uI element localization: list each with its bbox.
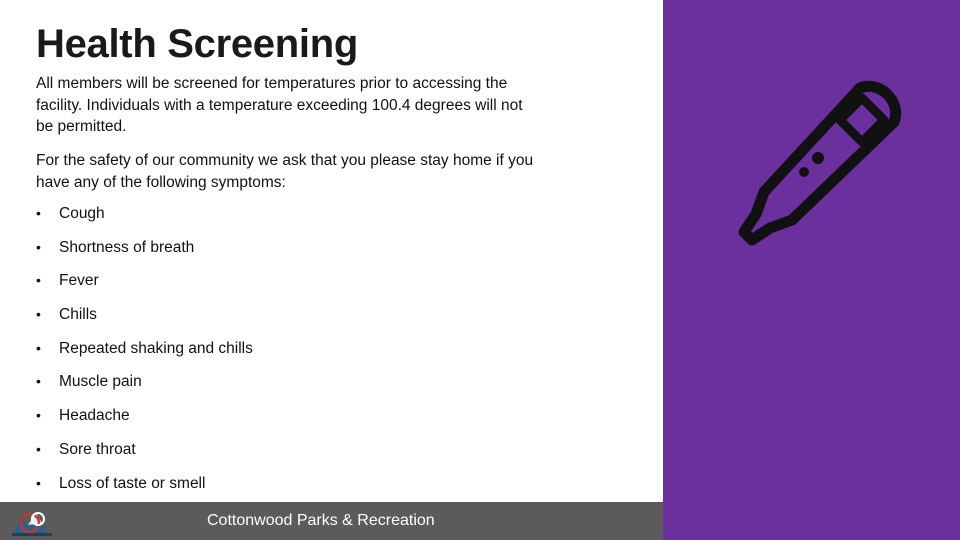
footer-bar (0, 502, 663, 540)
list-item (36, 441, 253, 475)
symptom-label: Muscle pain (59, 373, 142, 391)
symptom-label: Loss of taste or smell (59, 474, 206, 492)
bullet-icon: • (36, 238, 41, 255)
footer-text: Cottonwood Parks & Recreation (207, 512, 435, 529)
bullet-icon: • (36, 440, 41, 457)
symptom-label: Headache (59, 407, 130, 425)
thermometer-icon (730, 70, 910, 250)
bullet-icon: • (36, 474, 41, 491)
safety-paragraph: For the safety of our community we ask that you please stay home if you have any of the following symptoms: (36, 152, 534, 191)
list-item (36, 205, 253, 239)
list-item (36, 239, 253, 273)
list-item (36, 407, 253, 441)
symptom-label: Repeated shaking and chills (59, 339, 253, 357)
bullet-icon: • (36, 373, 41, 390)
bullet-icon: • (36, 339, 41, 356)
list-item (36, 272, 253, 306)
symptom-label: Sore throat (59, 440, 136, 458)
bullet-icon: • (36, 272, 41, 289)
symptom-label: Chills (59, 306, 97, 324)
symptom-label: Fever (59, 272, 99, 290)
symptom-label: Cough (59, 205, 105, 222)
list-item (36, 340, 253, 374)
page-title: Health Screening (36, 22, 358, 66)
list-item (36, 373, 253, 407)
list-item (36, 306, 253, 340)
logo-icon (8, 505, 56, 538)
bullet-icon: • (36, 306, 41, 323)
bullet-icon: • (36, 407, 41, 424)
symptom-label: Shortness of breath (59, 238, 195, 256)
screening-paragraph: All members will be screened for temperatures prior to accessing the facility. Individuals with a temperature exceeding 100.4 degrees will not be permitted. (36, 75, 523, 135)
bullet-icon: • (36, 205, 41, 221)
symptom-list (36, 205, 253, 508)
